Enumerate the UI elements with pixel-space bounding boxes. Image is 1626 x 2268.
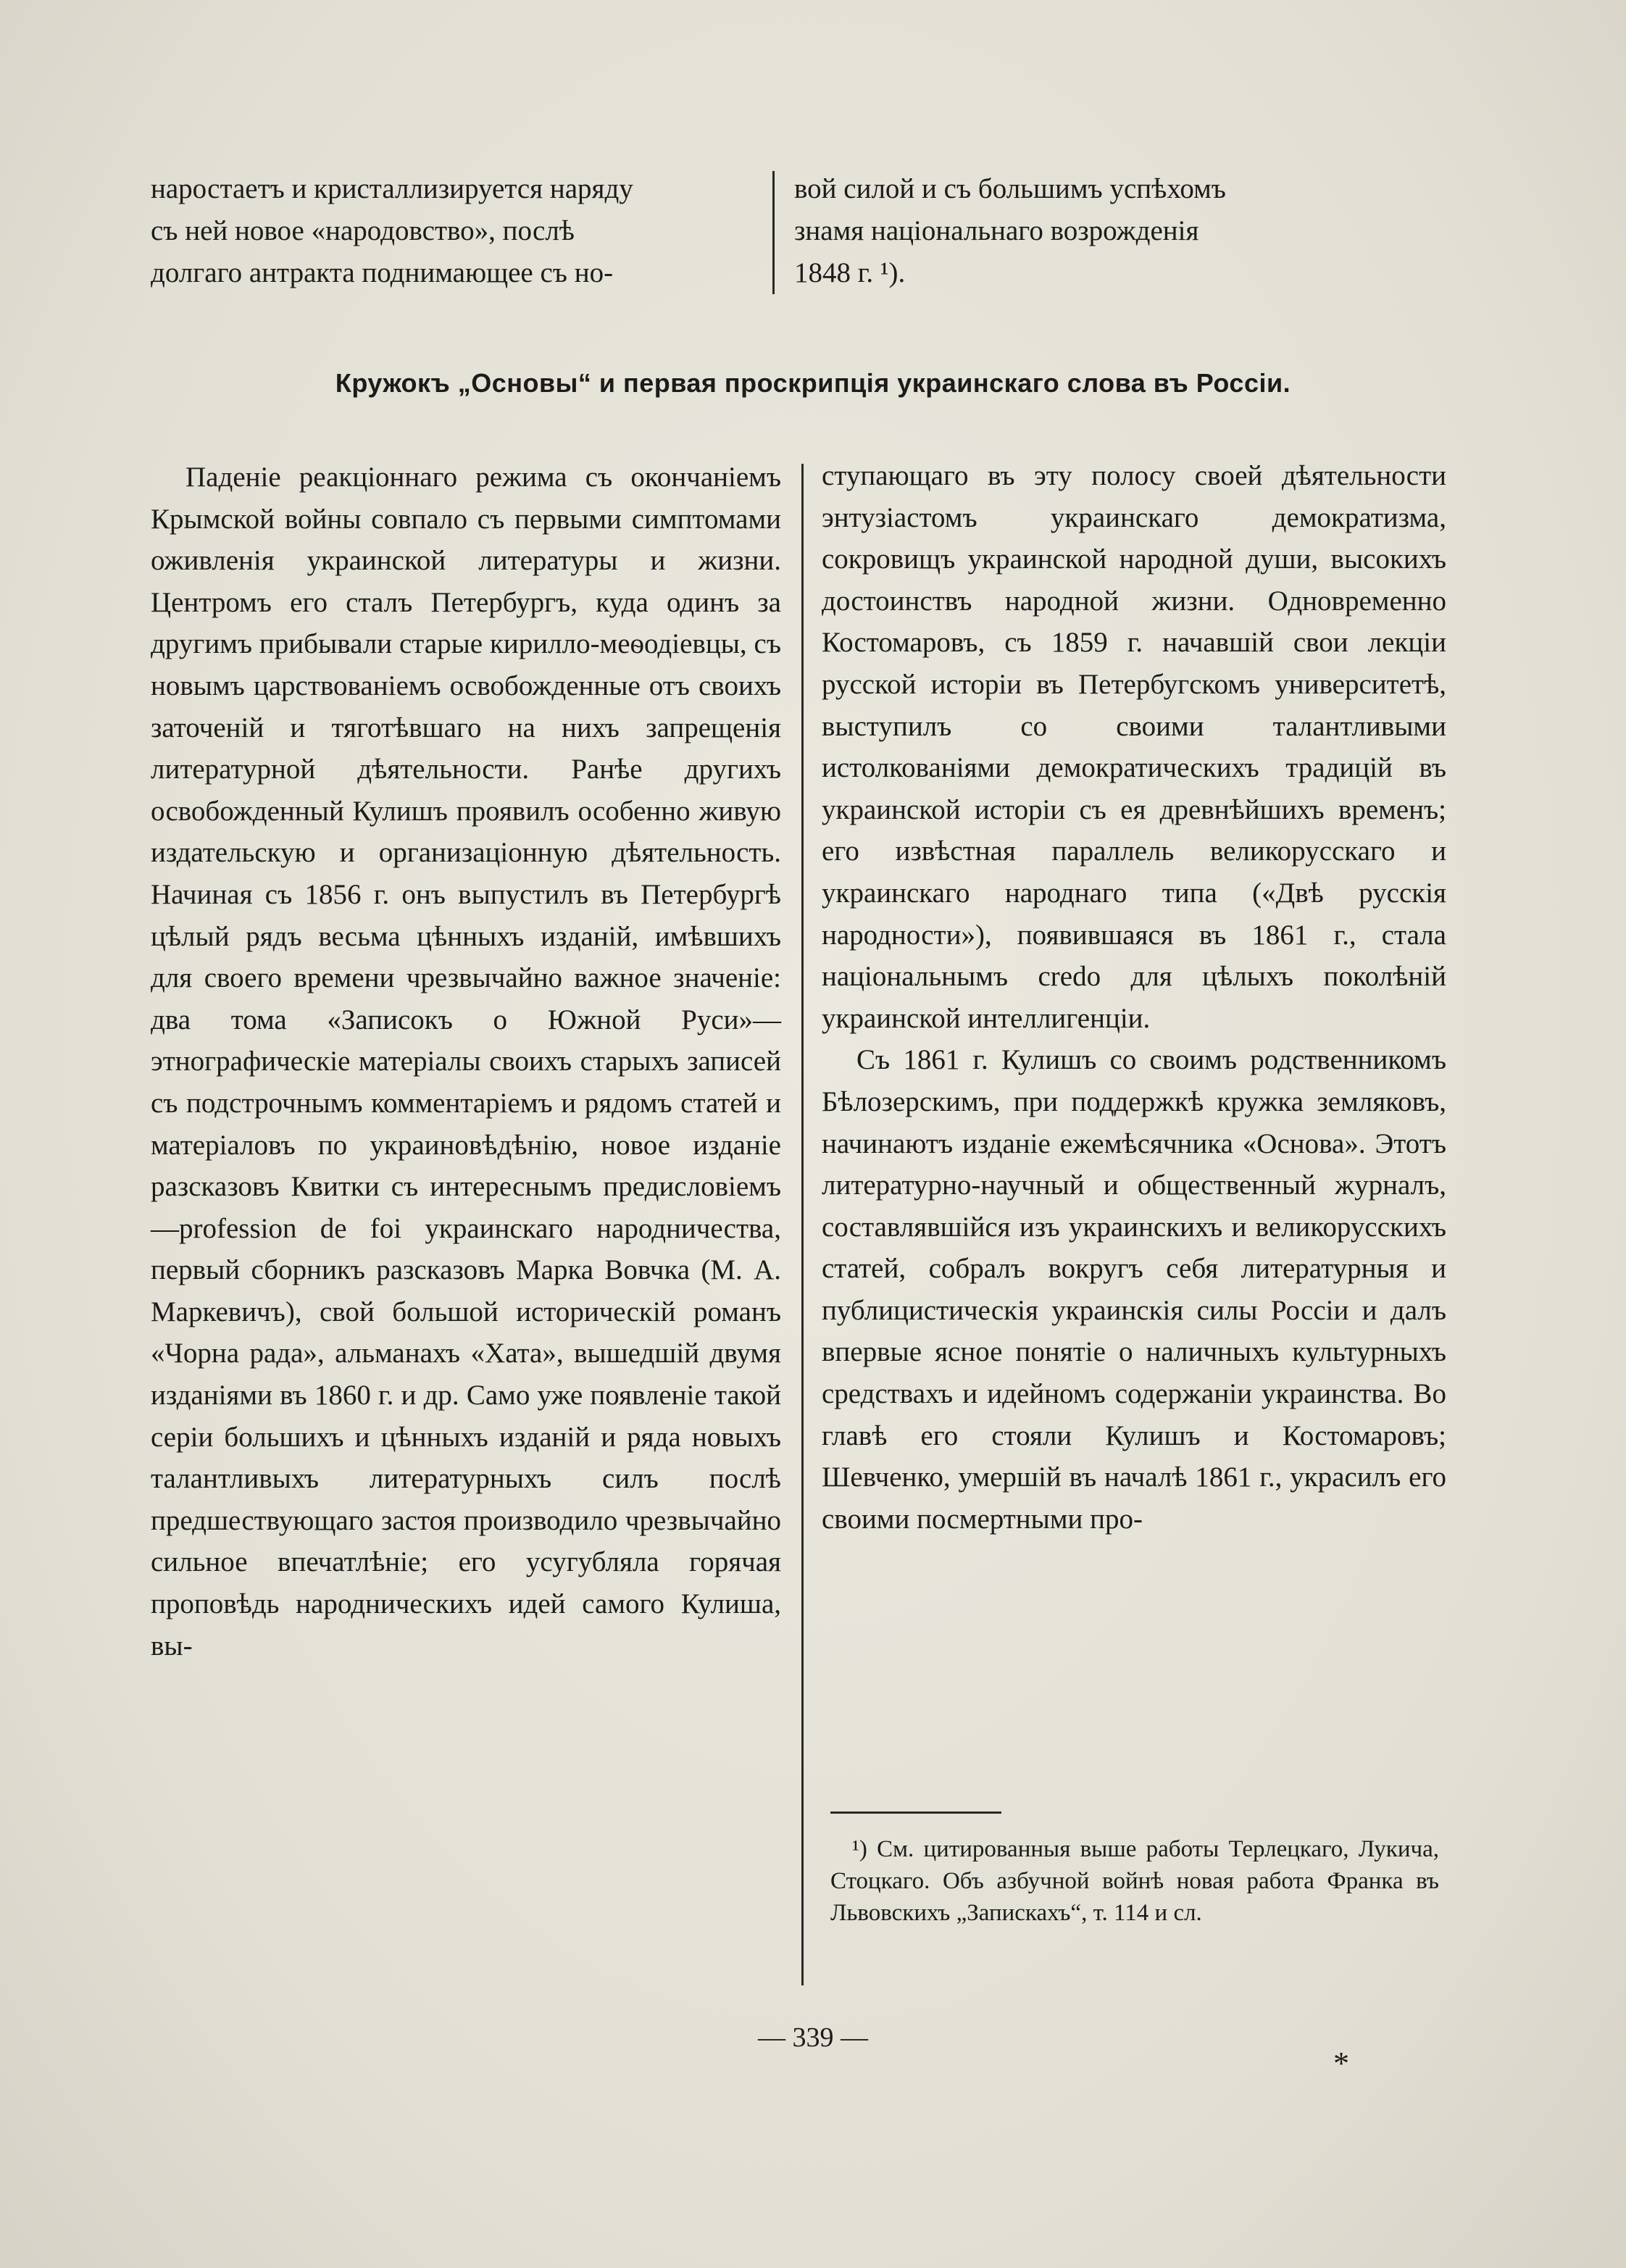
page-number: — 339 — bbox=[758, 2022, 868, 2053]
paragraph: Съ 1861 г. Кулишъ со своимъ родственникомъ Бѣлозерскимъ, при поддержкѣ кружка земляковъ, начинаютъ изданіе ежемѣсячника «Основа». Этотъ литературно-научный и общественный журналъ, составлявшійся изъ украинскихъ и великорусскихъ статей, собралъ вокругъ себя литературныя и публицистическія украинскія силы Россіи и далъ впервые ясное понятіе о наличныхъ культурныхъ средствахъ и идейномъ содержаніи украинства. Во главѣ его стояли Кулишъ и Костомаровъ; Шевченко, умершій въ началѣ 1861 г., украсилъ его своими посмертными про- bbox=[822, 1044, 1446, 1535]
top-left-line: долгаго антракта поднимающее съ но- bbox=[151, 257, 614, 288]
right-text-column bbox=[822, 455, 1446, 1540]
top-left-line: наростаетъ и кристаллизируется наряду bbox=[151, 173, 633, 204]
left-text-column bbox=[151, 456, 781, 1667]
main-column-divider bbox=[801, 464, 804, 1985]
paragraph: Паденіе реакціоннаго режима съ окончаніемъ Крымской войны совпало съ первыми симптомами оживленія украинской литературы и жизни. Центромъ его сталъ Петербургъ, куда одинъ за другимъ прибывали старые кирилло-меѳодіевцы, съ новымъ царствованіемъ освобожденные отъ своихъ заточеній и тяготѣвшаго на нихъ запрещенія литературной дѣятельности. Ранѣе другихъ освобожденный Кулишъ проявилъ особенно живую издательскую и организаціонную дѣятельность. Начиная съ 1856 г. онъ выпустилъ въ Петербургѣ цѣлый рядъ весьма цѣнныхъ изданій, имѣвшихъ для своего времени чрезвычайно важное значеніе: два тома «Записокъ о Южной Руси»—этнографическіе матеріалы своихъ старыхъ записей съ подстрочнымъ комментаріемъ и рядомъ статей и матеріаловъ по украиновѣдѣнію, новое изданіе разсказовъ Квитки съ интереснымъ предисловіемъ—profession de foi украинскаго народничества, первый сборникъ разсказовъ Марка Вовчка (М. А. Маркевичъ), свой большой историческій романъ «Чорна рада», альманахъ «Хата», вышедшій двумя изданіями въ 1860 г. и др. Само уже появленіе такой серіи большихъ и цѣнныхъ изданій и ряда новыхъ талантливыхъ литературныхъ силъ послѣ предшествующаго застоя производило чрезвычайно сильное впечатлѣніе; его усугубляла горячая проповѣдь народническихъ идей самого Кулиша, вы- bbox=[151, 462, 781, 1662]
top-right-line: знамя національнаго возрожденія bbox=[794, 215, 1199, 246]
paragraph: ступающаго въ эту полосу своей дѣятельности энтузіастомъ украинскаго демократизма, сокровищъ украинской народной души, высокихъ достоинствъ народной жизни. Одновременно Костомаровъ, съ 1859 г. начавшій свои лекціи русской исторіи въ Петербугскомъ университетѣ, выступилъ со своими талантливыми истолкованіями демократическихъ традицій въ украинской исторіи съ ея древнѣйшихъ временъ; его извѣстная параллель великорусскаго и украинскаго народнаго типа («Двѣ русскія народности»), появившаяся въ 1861 г., стала національнымъ credo для цѣлыхъ поколѣній украинской интеллигенціи. bbox=[822, 460, 1446, 1034]
footnote-rule bbox=[830, 1812, 1001, 1814]
top-left-line: съ ней новое «народовство», послѣ bbox=[151, 215, 575, 246]
signature-mark: * bbox=[1333, 2046, 1349, 2081]
section-heading: Кружокъ „Основы“ и первая проскрипція украинскаго слова въ Россіи. bbox=[335, 368, 1291, 398]
top-right-line: вой силой и съ большимъ успѣхомъ bbox=[794, 173, 1226, 204]
top-left-column bbox=[151, 168, 749, 294]
top-right-column bbox=[794, 168, 1383, 294]
footnote bbox=[830, 1833, 1439, 1929]
top-column-divider bbox=[772, 171, 775, 294]
footnote-text: ¹) См. цитированныя выше работы Терлецкаго, Лукича, Стоцкаго. Объ азбучной войнѣ новая работа Франка въ Львовскихъ „Запискахъ“, т. 114 и сл. bbox=[830, 1836, 1439, 1926]
top-right-line: 1848 г. ¹). bbox=[794, 257, 906, 288]
